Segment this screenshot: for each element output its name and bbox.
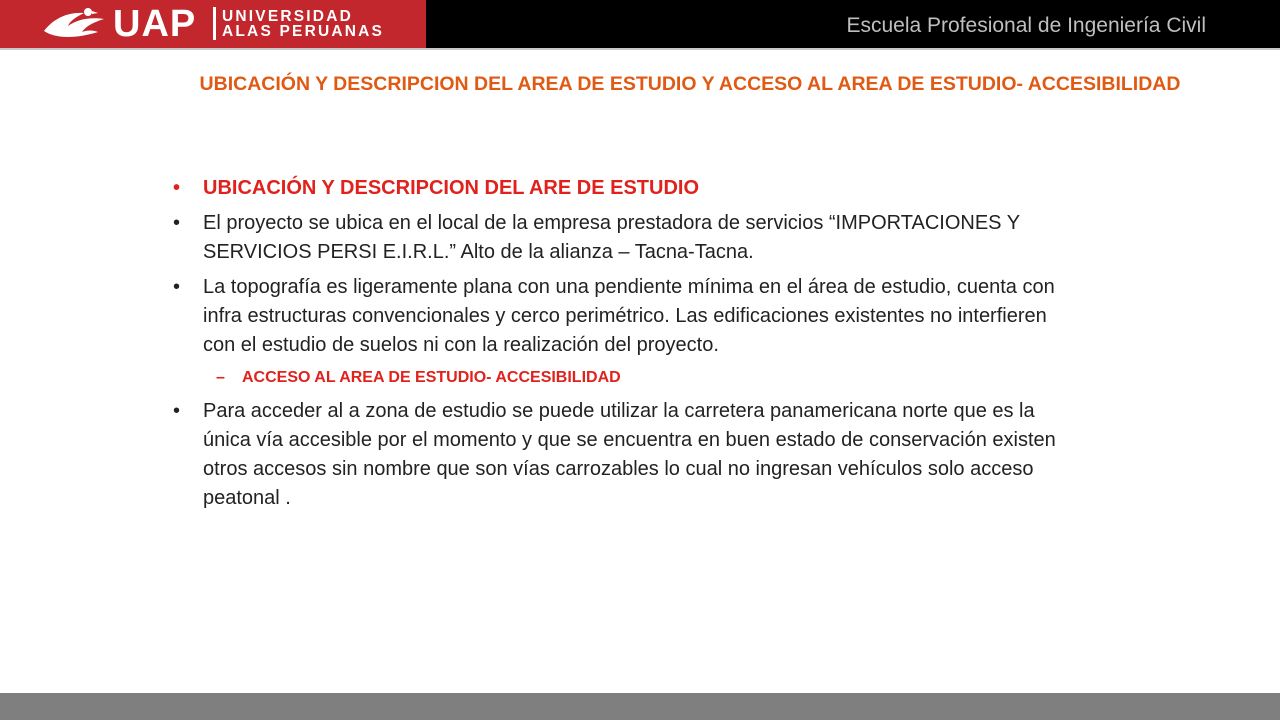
bullet-item bbox=[173, 397, 1063, 513]
university-logo bbox=[0, 0, 426, 48]
bullet-icon: • bbox=[173, 276, 181, 298]
bullet-icon: • bbox=[173, 177, 181, 199]
section-heading-ubicacion bbox=[173, 174, 1063, 203]
winged-emblem-icon bbox=[40, 4, 110, 44]
logo-divider bbox=[213, 7, 216, 40]
dash-icon: – bbox=[216, 369, 225, 386]
footer-bar bbox=[0, 693, 1280, 720]
slide-content bbox=[173, 174, 1063, 519]
logo-line-alas-peruanas: ALAS PERUANAS bbox=[222, 23, 385, 40]
header-divider bbox=[0, 48, 1280, 50]
subsection-text: ACCESO AL AREA DE ESTUDIO- ACCESIBILIDAD bbox=[242, 369, 621, 386]
header-bar bbox=[0, 0, 1280, 48]
bullet-icon: • bbox=[173, 400, 181, 422]
bullet-text: El proyecto se ubica en el local de la empresa prestadora de servicios “IMPORTACIONES Y SERVICIOS PERSI E.I.R.L.” Alto de la alianza – Tacna-Tacna. bbox=[203, 212, 1020, 263]
bullet-text: Para acceder al a zona de estudio se puede utilizar la carretera panamericana norte que es la única vía accesible por el momento y que se encuentra en buen estado de conservación existen otros accesos sin nombre que son vías carrozables lo cual no ingresan vehículos solo acceso peatonal . bbox=[203, 400, 1056, 509]
bullet-item bbox=[173, 209, 1063, 267]
bullet-text: UBICACIÓN Y DESCRIPCION DEL ARE DE ESTUDIO bbox=[203, 177, 699, 199]
slide-title: UBICACIÓN Y DESCRIPCION DEL AREA DE ESTUDIO Y ACCESO AL AREA DE ESTUDIO- ACCESIBILIDAD bbox=[199, 73, 1181, 95]
logo-acronym: UAP bbox=[113, 3, 197, 45]
subsection-heading-acceso bbox=[173, 366, 1063, 390]
school-name: Escuela Profesional de Ingeniería Civil bbox=[846, 14, 1206, 37]
bullet-item bbox=[173, 273, 1063, 360]
logo-line-universidad: UNIVERSIDAD bbox=[222, 8, 353, 25]
bullet-icon: • bbox=[173, 212, 181, 234]
bullet-text: La topografía es ligeramente plana con una pendiente mínima en el área de estudio, cuenta con infra estructuras convencionales y cerco perimétrico. Las edificaciones existentes no interfieren con el estudio de suelos ni con la realización del proyecto. bbox=[203, 276, 1055, 356]
